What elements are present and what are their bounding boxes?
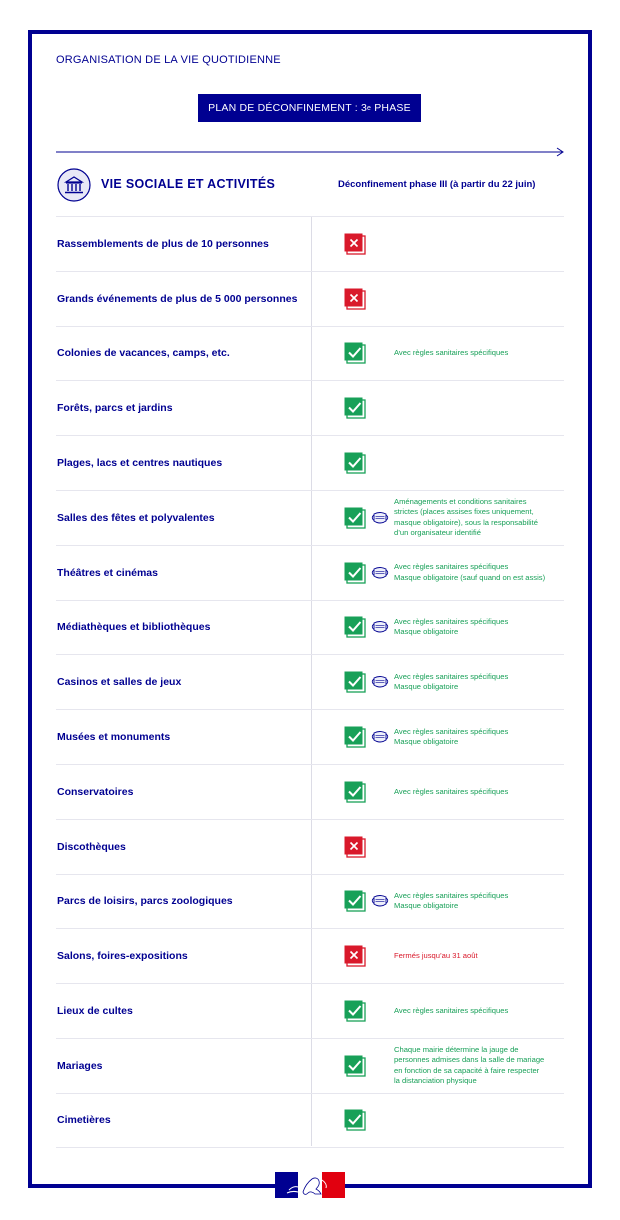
row-label: Discothèques (57, 840, 126, 853)
face-mask-icon (370, 510, 390, 526)
row-note-line: Avec règles sanitaires spécifiques (394, 617, 509, 627)
table-row (56, 1093, 564, 1148)
row-note-line: en fonction de sa capacité à faire respecter (394, 1065, 540, 1075)
row-label: Casinos et salles de jeux (57, 676, 182, 689)
row-note (394, 546, 566, 600)
row-label: Colonies de vacances, camps, etc. (57, 347, 230, 360)
row-note-line: d’un organisateur identifié (394, 528, 481, 538)
row-note-line: Avec règles sanitaires spécifiques (394, 726, 509, 736)
row-note-line: Aménagements et conditions sanitaires (394, 497, 527, 507)
table-row (56, 819, 564, 874)
phase-title-end: PHASE (371, 102, 411, 114)
row-note (394, 875, 566, 929)
row-label: Conservatoires (57, 785, 134, 798)
row-label: Théâtres et cinémas (57, 566, 158, 579)
row-note-line: Avec règles sanitaires spécifiques (394, 348, 509, 358)
row-note (394, 765, 566, 819)
check-icon (344, 562, 366, 584)
table-row (56, 928, 564, 983)
cross-icon (344, 288, 366, 310)
row-note-line: strictes (places assises fixes uniquement, (394, 507, 534, 517)
face-mask-icon (370, 619, 390, 635)
check-icon (344, 397, 366, 419)
row-label: Lieux de cultes (57, 1005, 133, 1018)
row-note-line: la distanciation physique (394, 1076, 477, 1086)
face-mask-icon (370, 565, 390, 581)
cross-icon (344, 233, 366, 255)
row-note (394, 601, 566, 655)
check-icon (344, 452, 366, 474)
row-label: Cimetières (57, 1114, 111, 1127)
table-row (56, 983, 564, 1038)
row-label: Rassemblements de plus de 10 personnes (57, 237, 269, 250)
table-row (56, 654, 564, 709)
row-note (394, 327, 566, 381)
org-title: ORGANISATION DE LA VIE QUOTIDIENNE (56, 54, 281, 66)
table-row (56, 435, 564, 490)
check-icon (344, 616, 366, 638)
face-mask-icon (370, 729, 390, 745)
row-label: Mariages (57, 1059, 103, 1072)
check-icon (344, 781, 366, 803)
phase-column-header: Déconfinement phase III (à partir du 22 juin) (338, 179, 536, 190)
table-row (56, 271, 564, 326)
row-note-line: Masque obligatoire (sauf quand on est assis) (394, 572, 546, 582)
marianne-logo (275, 1172, 345, 1198)
row-note-line: Masque obligatoire (394, 901, 459, 911)
row-note-line: Avec règles sanitaires spécifiques (394, 1005, 509, 1015)
table-row (56, 874, 564, 929)
phase-title-main: PLAN DE DÉCONFINEMENT : 3 (208, 102, 368, 114)
row-note-line: Masque obligatoire (394, 682, 459, 692)
table-row (56, 490, 564, 545)
row-note (394, 710, 566, 764)
face-mask-icon (370, 674, 390, 690)
table-row (56, 216, 564, 271)
row-note-line: Chaque mairie détermine la jauge de (394, 1045, 519, 1055)
row-label: Médiathèques et bibliothèques (57, 621, 211, 634)
timeline-arrow-icon (56, 146, 566, 158)
check-icon (344, 726, 366, 748)
row-note-line: Avec règles sanitaires spécifiques (394, 786, 509, 796)
cross-icon (344, 836, 366, 858)
row-note-line: Masque obligatoire (394, 737, 459, 747)
check-icon (344, 342, 366, 364)
check-icon (344, 1000, 366, 1022)
row-note (394, 984, 566, 1038)
table-row (56, 1038, 564, 1093)
cross-icon (344, 945, 366, 967)
row-label: Parcs de loisirs, parcs zoologiques (57, 895, 233, 908)
row-label: Salons, foires-expositions (57, 950, 188, 963)
row-note-line: Masque obligatoire (394, 627, 459, 637)
check-icon (344, 671, 366, 693)
row-label: Salles des fêtes et polyvalentes (57, 511, 215, 524)
row-note-line: Avec règles sanitaires spécifiques (394, 891, 509, 901)
table-row (56, 380, 564, 435)
row-note (394, 655, 566, 709)
row-note-line: Avec règles sanitaires spécifiques (394, 671, 509, 681)
row-label: Forêts, parcs et jardins (57, 402, 173, 415)
activities-table (56, 216, 564, 1148)
check-icon (344, 507, 366, 529)
row-note-line: personnes admises dans la salle de mariage (394, 1055, 545, 1065)
check-icon (344, 1109, 366, 1131)
row-label: Plages, lacs et centres nautiques (57, 457, 223, 470)
phase-title (198, 94, 421, 122)
museum-icon (57, 168, 91, 202)
row-note-line: masque obligatoire), sous la responsabilité (394, 517, 538, 527)
table-row (56, 600, 564, 655)
row-note (394, 1039, 566, 1093)
row-note (394, 929, 566, 983)
row-note-line: Avec règles sanitaires spécifiques (394, 562, 509, 572)
table-row (56, 709, 564, 764)
table-row (56, 326, 564, 381)
phase-title-sup: e (367, 104, 372, 112)
face-mask-icon (370, 893, 390, 909)
section-title: VIE SOCIALE ET ACTIVITÉS (101, 177, 276, 191)
row-label: Grands événements de plus de 5 000 personnes (57, 292, 298, 305)
table-row (56, 545, 564, 600)
row-label: Musées et monuments (57, 731, 171, 744)
row-note-line: Fermés jusqu’au 31 août (394, 951, 478, 961)
row-note (394, 491, 566, 545)
check-icon (344, 1055, 366, 1077)
table-row (56, 764, 564, 819)
check-icon (344, 890, 366, 912)
